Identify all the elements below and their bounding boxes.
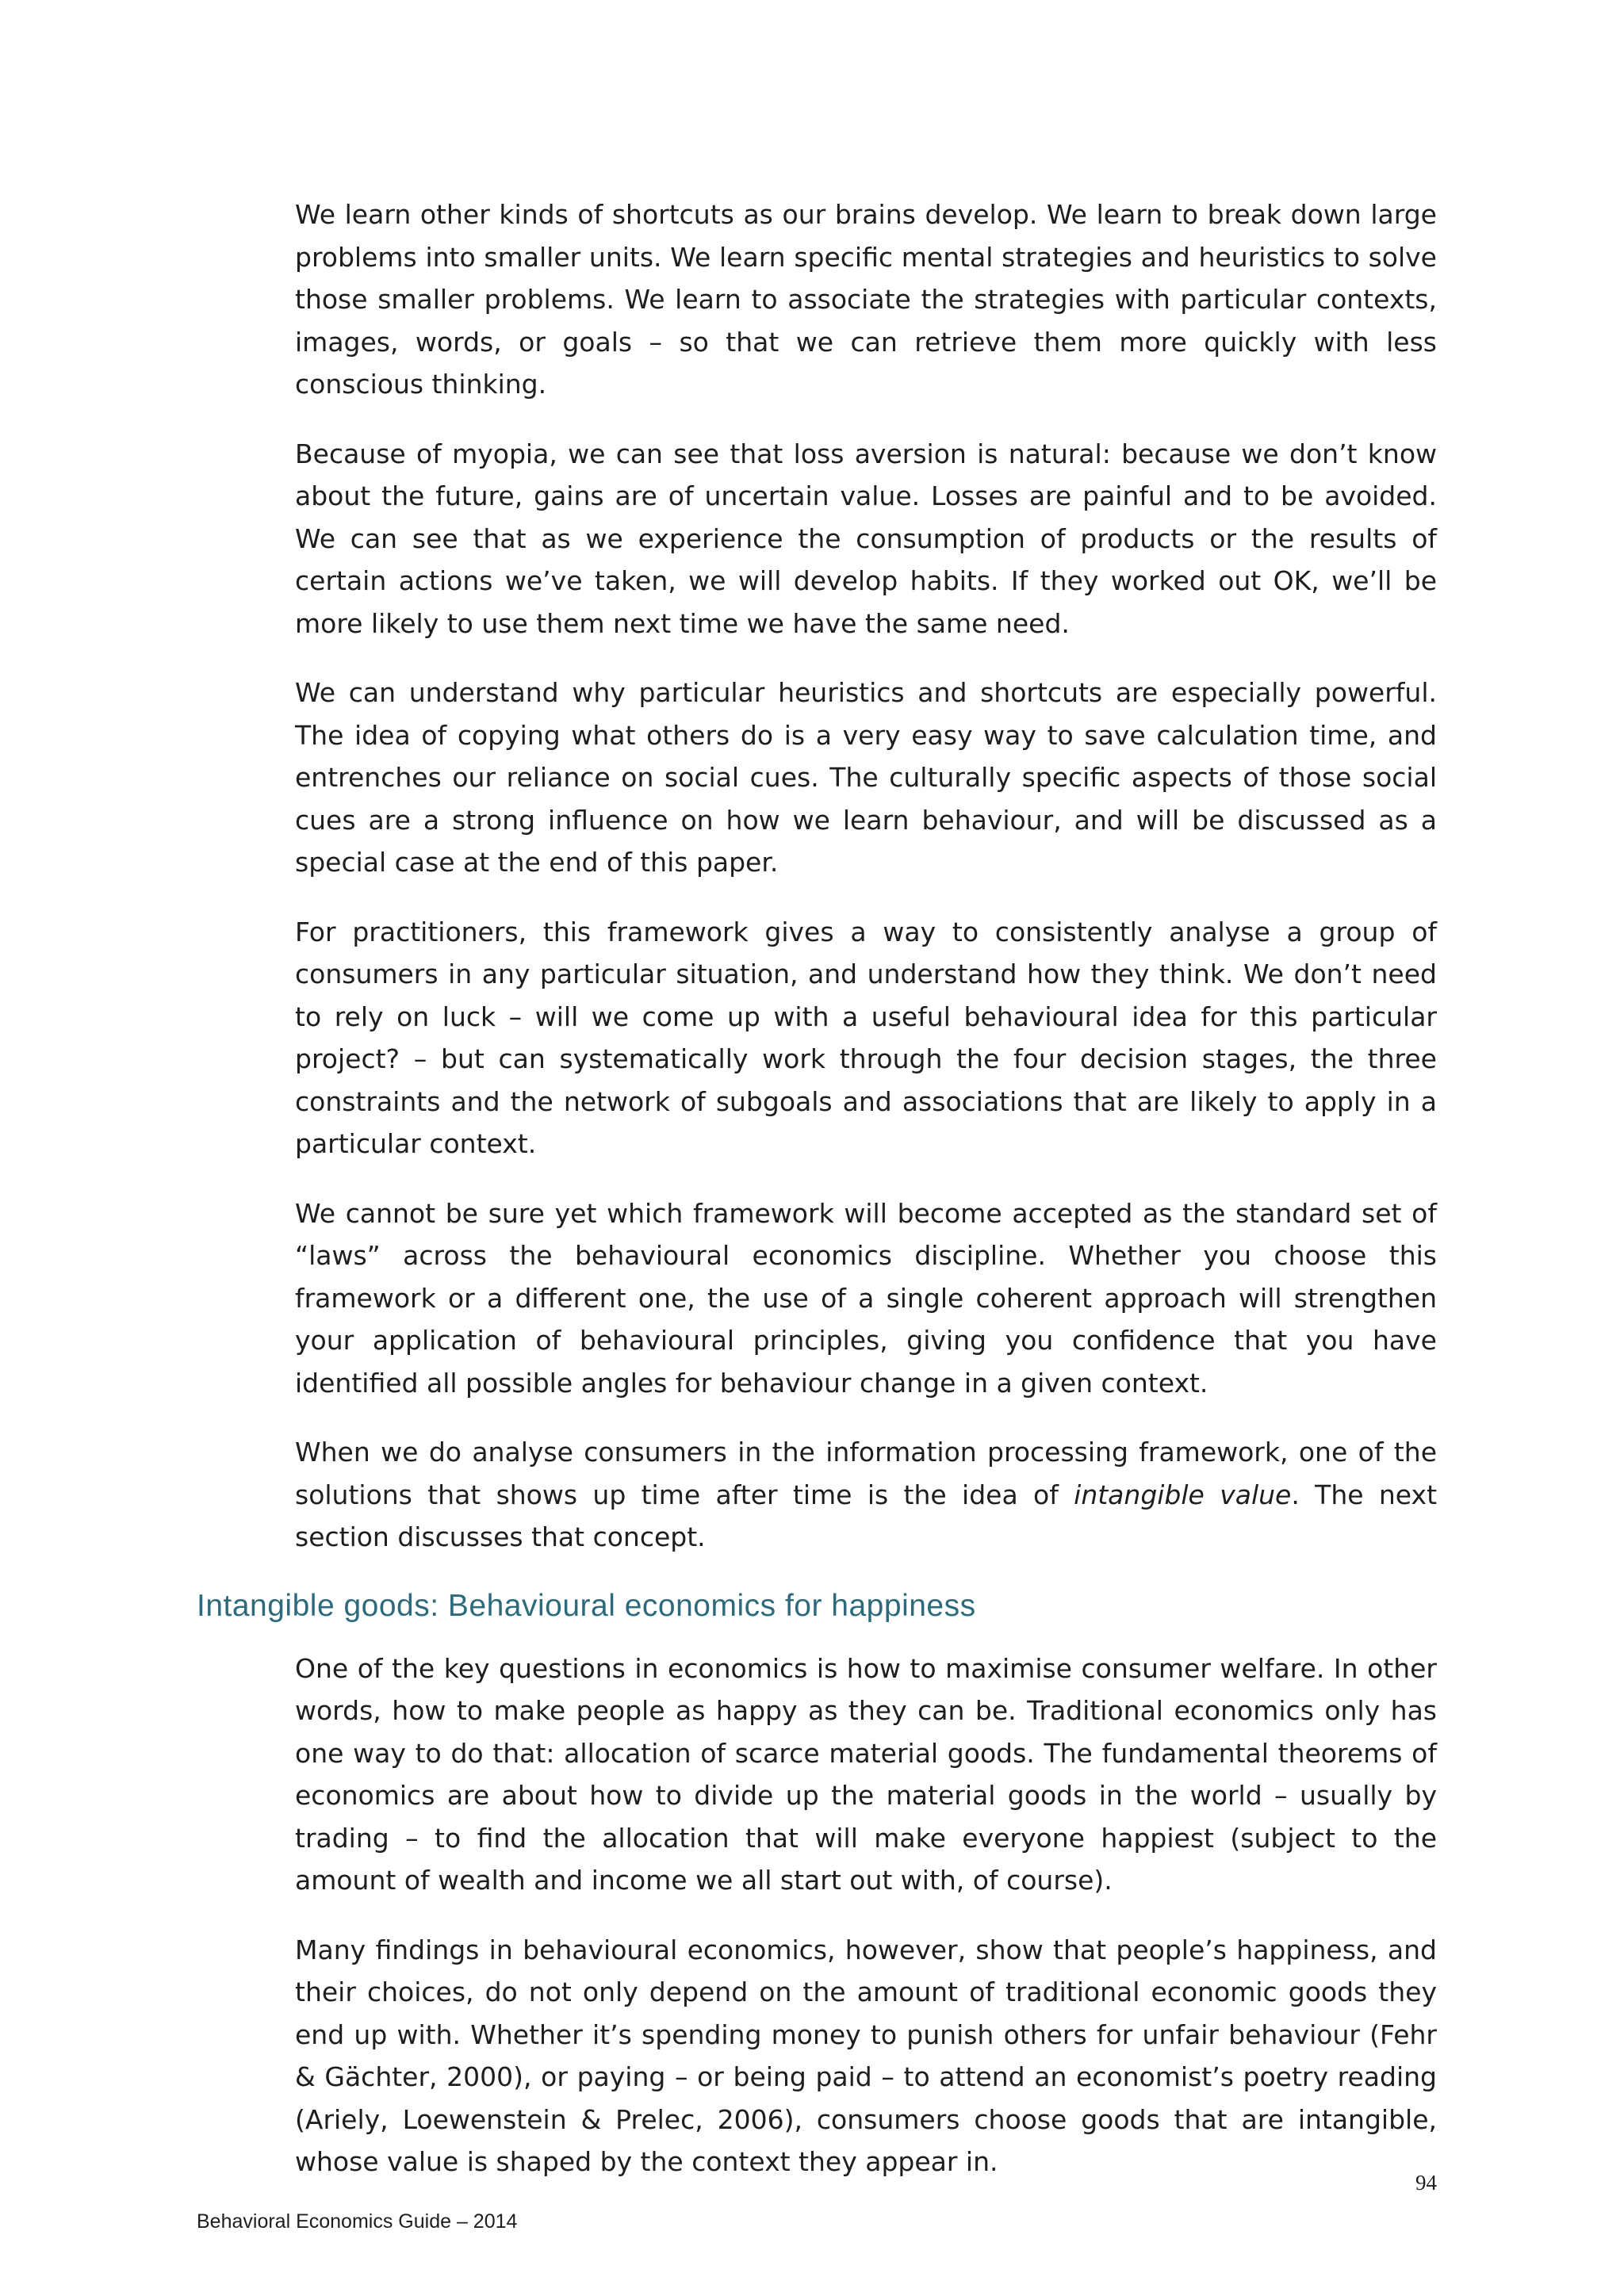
section-heading: Intangible goods: Behavioural economics for happiness <box>197 1588 976 1623</box>
paragraph-heuristics: We can understand why particular heuristics and shortcuts are especially powerful. The idea of copying what others do is a very easy way to save calculation time, and entrenches our reliance on social cues. The culturally specific aspects of those social cues are a strong influence on how we learn behaviour, and will be discussed as a special case at the end of this paper. <box>295 677 1437 878</box>
paragraph-intangible-value <box>295 1431 1437 1559</box>
paragraph-practitioners: For practitioners, this framework gives a way to consistently analyse a group of consumers in any particular situation, and understand how they think. We don’t need to rely on luck – will we come up with a useful behavioural idea for this particular project? – but can systematically work through the four decision stages, the three constraints and the network of subgoals and associations that are likely to apply in a particular context. <box>295 916 1437 1159</box>
body-content <box>197 193 1438 2210</box>
intangible-value-text-before: When we do analyse consumers in the information processing framework, one of the solutions that shows up time after time is the idea of <box>295 1437 1437 1510</box>
footer-guide-title: Behavioral Economics Guide – 2014 <box>197 2210 518 2233</box>
paragraph-framework: We cannot be sure yet which framework will become accepted as the standard set of “laws” across the behavioural economics discipline. Whether you choose this framework or a different one, the use of a single coherent approach will strengthen your application of behavioural principles, giving you confidence that you have identified all possible angles for behaviour change in a given context. <box>295 1197 1437 1399</box>
paragraph-shortcuts: We learn other kinds of shortcuts as our brains develop. We learn to break down large problems into smaller units. We learn specific mental strategies and heuristics to solve those smaller problems. We learn to associate the strategies with particular contexts, images, words, or goals – so that we can retrieve them more quickly with less conscious thinking. <box>295 199 1437 400</box>
intangible-value-emphasis: intangible value <box>1074 1479 1292 1510</box>
page-number: 94 <box>1415 2171 1437 2195</box>
intangible-value-text-after: . The next section discusses that concept. <box>295 1479 1438 1552</box>
paragraph-findings: Many findings in behavioural economics, however, show that people’s happiness, and their choices, do not only depend on the amount of traditional economic goods they end up with. Whether it’s spending money to punish others for unfair behaviour (Fehr & Gächter, 2000), or paying – or being paid – to attend an economist’s poetry reading (Ariely, Loewenstein & Prelec, 2006), consumers choose goods that are intangible, whose value is shaped by the context they appear in. <box>295 1934 1437 2177</box>
paragraph-consumer-welfare: One of the key questions in economics is how to maximise consumer welfare. In other words, how to make people as happy as they can be. Traditional economics only has one way to do that: allocation of scarce material goods. The fundamental theorems of economics are about how to divide up the material goods in the world – usually by trading – to find the allocation that will make everyone happiest (subject to the amount of wealth and income we all start out with, of course). <box>295 1652 1437 1896</box>
paragraph-myopia: Because of myopia, we can see that loss aversion is natural: because we don’t know about the future, gains are of uncertain value. Losses are painful and to be avoided. We can see that as we experience the consumption of products or the results of certain actions we’ve taken, we will develop habits. If they worked out OK, we’ll be more likely to use them next time we have the same need. <box>295 438 1437 639</box>
